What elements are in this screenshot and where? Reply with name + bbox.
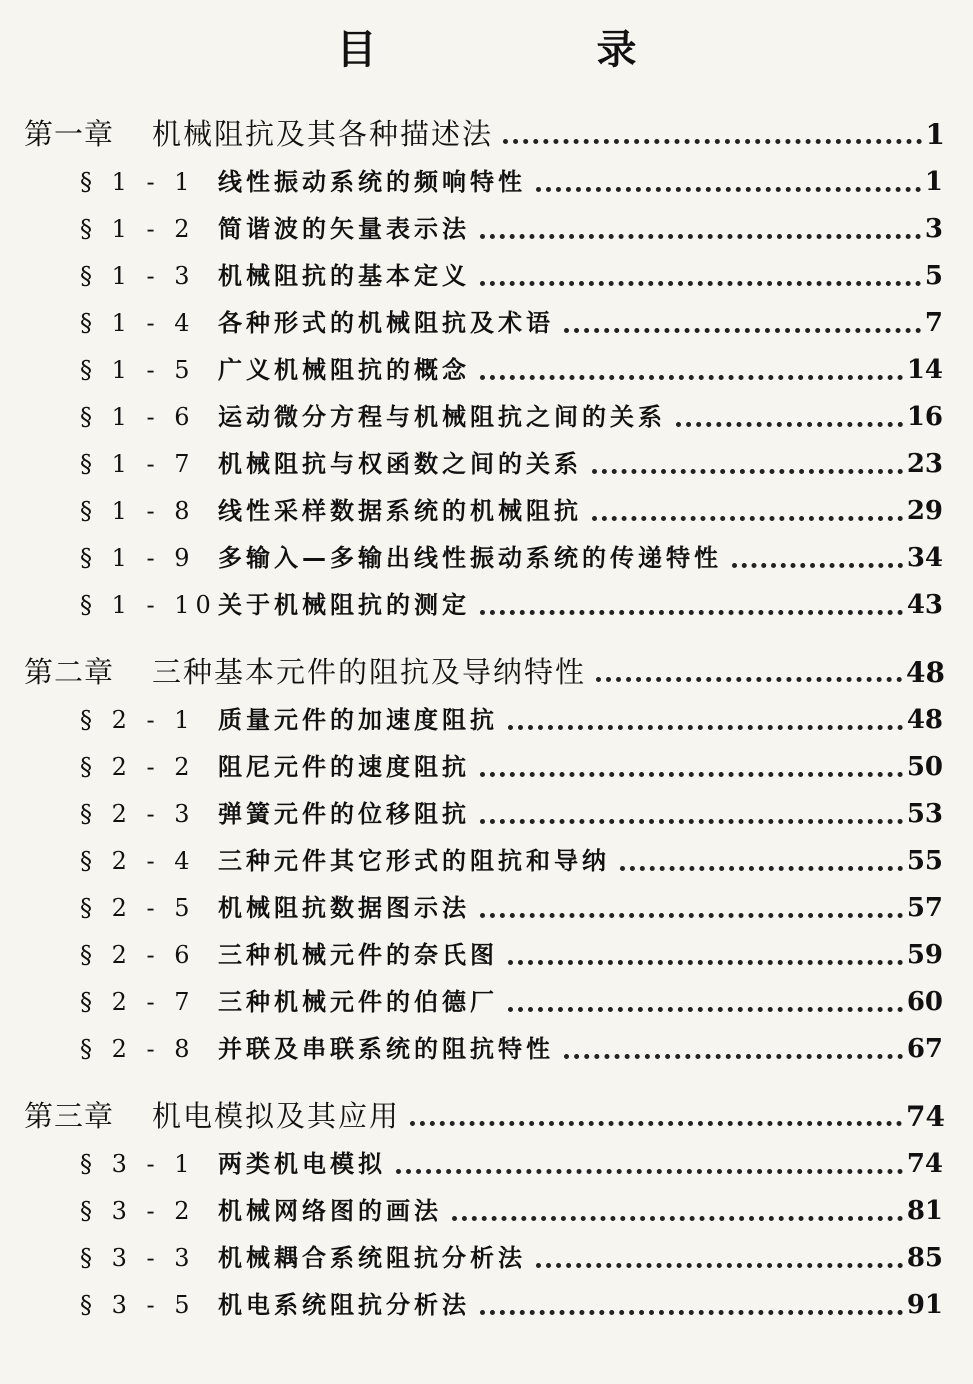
toc-section-entry [0,794,973,841]
section-title: 机械网络图的画法 [218,1197,442,1225]
toc-section-entry [0,585,973,632]
section-title: 关于机械阻抗的测定 [218,591,470,619]
page-number: 7 [924,308,943,338]
section-title: 弹簧元件的位移阻抗 [218,800,470,828]
page-number: 57 [906,893,943,923]
section-title: 多输入—多输出线性振动系统的传递特性 [218,544,722,572]
page-number: 74 [906,1100,945,1133]
toc-section-entry [0,1285,973,1332]
section-title: 并联及串联系统的阻抗特性 [218,1035,554,1063]
dot-leader [732,563,903,568]
dot-leader [480,913,903,918]
section-number: § 2 - 1 [80,706,196,734]
page-title: 目 录 [336,27,727,73]
page-number: 55 [906,846,943,876]
toc-section-entry [0,888,973,935]
dot-leader [564,328,921,333]
section-number: § 2 - 8 [80,1035,196,1063]
toc-section-entry [0,350,973,397]
section-title: 各种形式的机械阻抗及术语 [218,309,554,337]
dot-leader [480,375,903,380]
toc-section-entry [0,700,973,747]
dot-leader [596,677,902,682]
section-title: 机械阻抗与权函数之间的关系 [218,450,582,478]
page-number: 67 [906,1034,943,1064]
page-number: 29 [906,496,943,526]
section-number: § 2 - 2 [80,753,196,781]
toc-section-entry [0,747,973,794]
dot-leader [620,866,903,871]
dot-leader [676,422,903,427]
section-number: § 3 - 1 [80,1150,196,1178]
chapter-title: 三种基本元件的阻抗及导纳特性 [152,655,587,689]
page-number: 74 [906,1149,943,1179]
dot-leader [480,1310,903,1315]
dot-leader [592,516,903,521]
toc-section-entry [0,209,973,256]
page-number: 1 [924,167,943,197]
page-number: 81 [906,1196,943,1226]
chapter-title: 机械阻抗及其各种描述法 [152,117,494,151]
section-number: § 2 - 6 [80,941,196,969]
toc-section-entry [0,982,973,1029]
toc-section-entry [0,1238,973,1285]
page-number: 60 [906,987,943,1017]
chapter-number: 第一章 [24,117,115,151]
dot-leader [480,281,921,286]
toc-section-entry [0,444,973,491]
page-number: 48 [906,705,943,735]
section-number: § 1 - 4 [80,309,196,337]
page-number: 5 [924,261,943,291]
toc-section-entry [0,397,973,444]
page-number: 3 [924,214,943,244]
page-number: 50 [906,752,943,782]
section-title: 线性振动系统的频响特性 [218,168,526,196]
section-title: 机械耦合系统阻抗分析法 [218,1244,526,1272]
section-number: § 1 - 9 [80,544,196,572]
dot-leader [396,1169,903,1174]
dot-leader [508,960,903,965]
toc-chapter-entry [0,1094,973,1144]
toc-section-entry [0,1191,973,1238]
toc-section-entry [0,256,973,303]
toc-section-entry [0,491,973,538]
page-number: 16 [906,402,943,432]
dot-leader [480,234,921,239]
dot-leader [480,819,903,824]
dot-leader [452,1216,903,1221]
section-number: § 1 - 5 [80,356,196,384]
section-title: 质量元件的加速度阻抗 [218,706,498,734]
toc-section-entry [0,162,973,209]
dot-leader [480,772,903,777]
page-number: 23 [906,449,943,479]
section-number: § 1 - 10 [80,591,217,619]
toc-list [0,112,973,1332]
chapter-title: 机电模拟及其应用 [152,1099,401,1133]
section-title: 机械阻抗数据图示法 [218,894,470,922]
dot-leader [536,1263,903,1268]
toc-section-entry [0,841,973,888]
page-number: 91 [906,1290,943,1320]
toc-section-entry [0,538,973,585]
section-title: 简谐波的矢量表示法 [218,215,470,243]
section-title: 阻尼元件的速度阻抗 [218,753,470,781]
section-number: § 1 - 7 [80,450,196,478]
section-title: 三种机械元件的奈氏图 [218,941,498,969]
page-number: 59 [906,940,943,970]
page-number: 34 [906,543,943,573]
section-title: 三种机械元件的伯德厂 [218,988,498,1016]
page-number: 14 [906,355,943,385]
section-number: § 2 - 4 [80,847,196,875]
toc-chapter-entry [0,650,973,700]
page-number: 48 [906,656,945,689]
toc-section-entry [0,1144,973,1191]
section-number: § 3 - 3 [80,1244,196,1272]
section-number: § 1 - 3 [80,262,196,290]
page-number: 43 [906,590,943,620]
dot-leader [592,469,903,474]
section-title: 三种元件其它形式的阻抗和导纳 [218,847,610,875]
section-number: § 3 - 2 [80,1197,196,1225]
section-number: § 1 - 1 [80,168,196,196]
toc-section-entry [0,1029,973,1076]
section-title: 两类机电模拟 [218,1150,386,1178]
section-title: 广义机械阻抗的概念 [218,356,470,384]
section-number: § 2 - 7 [80,988,196,1016]
dot-leader [564,1054,903,1059]
section-title: 运动微分方程与机械阻抗之间的关系 [218,403,666,431]
dot-leader [503,139,922,144]
section-number: § 1 - 2 [80,215,196,243]
section-title: 机械阻抗的基本定义 [218,262,470,290]
dot-leader [536,187,921,192]
page-number: 53 [906,799,943,829]
section-number: § 1 - 6 [80,403,196,431]
dot-leader [410,1121,902,1126]
section-number: § 1 - 8 [80,497,196,525]
section-title: 线性采样数据系统的机械阻抗 [218,497,582,525]
page-number: 1 [925,118,945,151]
page-number: 85 [906,1243,943,1273]
toc-section-entry [0,303,973,350]
dot-leader [480,610,903,615]
section-number: § 2 - 3 [80,800,196,828]
section-title: 机电系统阻抗分析法 [218,1291,470,1319]
section-number: § 2 - 5 [80,894,196,922]
chapter-number: 第二章 [24,655,115,689]
section-number: § 3 - 5 [80,1291,196,1319]
toc-section-entry [0,935,973,982]
dot-leader [508,725,903,730]
dot-leader [508,1007,903,1012]
toc-chapter-entry [0,112,973,162]
chapter-number: 第三章 [24,1099,115,1133]
